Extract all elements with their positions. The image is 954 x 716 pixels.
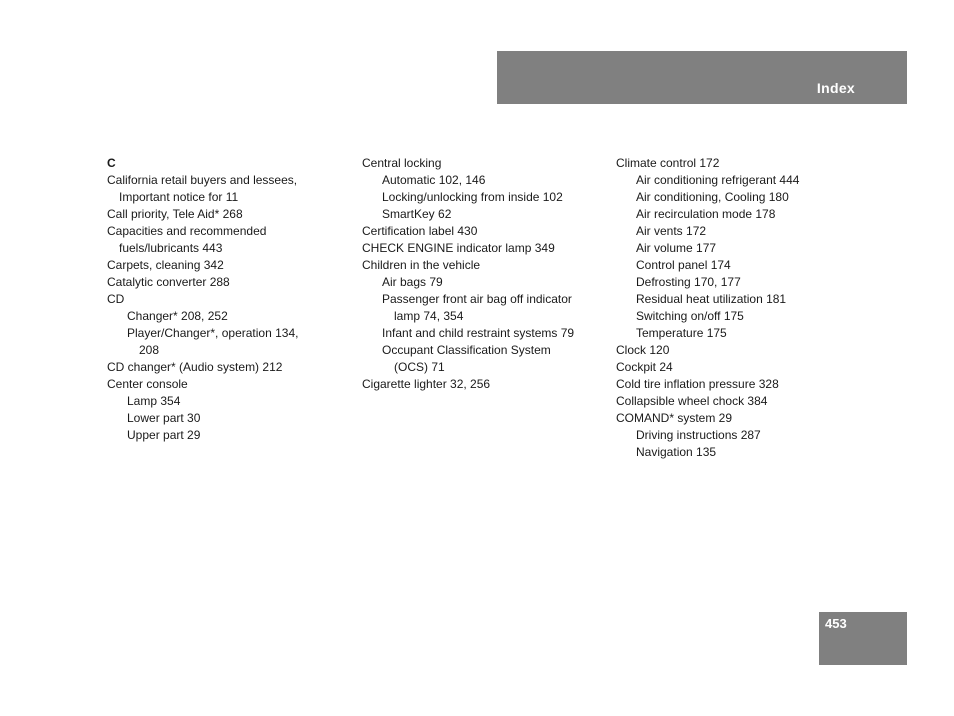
- index-entry: Climate control 172: [616, 156, 720, 170]
- index-entry: Cold tire inflation pressure 328: [616, 377, 779, 391]
- index-subentry: 208: [139, 343, 160, 357]
- index-subentry: Air vents 172: [636, 224, 707, 238]
- page-number-box: [819, 612, 907, 665]
- page-number: 453: [825, 616, 847, 631]
- index-entry: Clock 120: [616, 343, 670, 357]
- index-subentry: Air volume 177: [636, 241, 717, 255]
- index-subentry: Air conditioning refrigerant 444: [636, 173, 800, 187]
- index-column-3: [616, 155, 799, 461]
- index-subentry: Residual heat utilization 181: [636, 292, 787, 306]
- index-subentry: Passenger front air bag off indicator: [382, 292, 572, 306]
- index-subentry: Automatic 102, 146: [382, 173, 486, 187]
- index-entry: CHECK ENGINE indicator lamp 349: [362, 241, 555, 255]
- index-subentry: Switching on/off 175: [636, 309, 744, 323]
- index-entry: Collapsible wheel chock 384: [616, 394, 768, 408]
- index-subentry: fuels/lubricants 443: [119, 241, 223, 255]
- index-entry: Children in the vehicle: [362, 258, 481, 272]
- index-entry: CD: [107, 292, 125, 306]
- index-subentry: Control panel 174: [636, 258, 731, 272]
- index-column-2: [362, 155, 574, 393]
- index-subentry: Player/Changer*, operation 134,: [127, 326, 299, 340]
- index-entry: Center console: [107, 377, 188, 391]
- index-entry: Carpets, cleaning 342: [107, 258, 224, 272]
- index-letter-heading: C: [107, 156, 116, 170]
- index-entry: COMAND* system 29: [616, 411, 733, 425]
- index-subentry: SmartKey 62: [382, 207, 452, 221]
- index-entry: CD changer* (Audio system) 212: [107, 360, 283, 374]
- index-subentry: Temperature 175: [636, 326, 727, 340]
- index-subentry: Navigation 135: [636, 445, 717, 459]
- index-subentry: Driving instructions 287: [636, 428, 761, 442]
- index-entry: Certification label 430: [362, 224, 478, 238]
- index-subentry: Lower part 30: [127, 411, 201, 425]
- index-entry: Capacities and recommended: [107, 224, 267, 238]
- index-subentry: Upper part 29: [127, 428, 201, 442]
- header-title: Index: [816, 80, 855, 96]
- index-subentry: (OCS) 71: [394, 360, 445, 374]
- index-entry: Cigarette lighter 32, 256: [362, 377, 491, 391]
- index-subentry: Air bags 79: [382, 275, 443, 289]
- index-entry: Catalytic converter 288: [107, 275, 230, 289]
- index-column-1: [107, 155, 298, 444]
- index-entry: Call priority, Tele Aid* 268: [107, 207, 243, 221]
- index-entry: Central locking: [362, 156, 442, 170]
- index-subentry: Air recirculation mode 178: [636, 207, 776, 221]
- index-subentry: Lamp 354: [127, 394, 181, 408]
- index-subentry: Defrosting 170, 177: [636, 275, 741, 289]
- index-subentry: Changer* 208, 252: [127, 309, 228, 323]
- index-subentry: Air conditioning, Cooling 180: [636, 190, 789, 204]
- index-subentry: lamp 74, 354: [394, 309, 464, 323]
- index-subentry: Occupant Classification System: [382, 343, 551, 357]
- index-entry: California retail buyers and lessees,: [107, 173, 298, 187]
- index-subentry: Locking/unlocking from inside 102: [382, 190, 563, 204]
- index-subentry: Important notice for 11: [119, 190, 239, 204]
- index-header-bar: [497, 51, 907, 104]
- index-subentry: Infant and child restraint systems 79: [382, 326, 575, 340]
- index-entry: Cockpit 24: [616, 360, 673, 374]
